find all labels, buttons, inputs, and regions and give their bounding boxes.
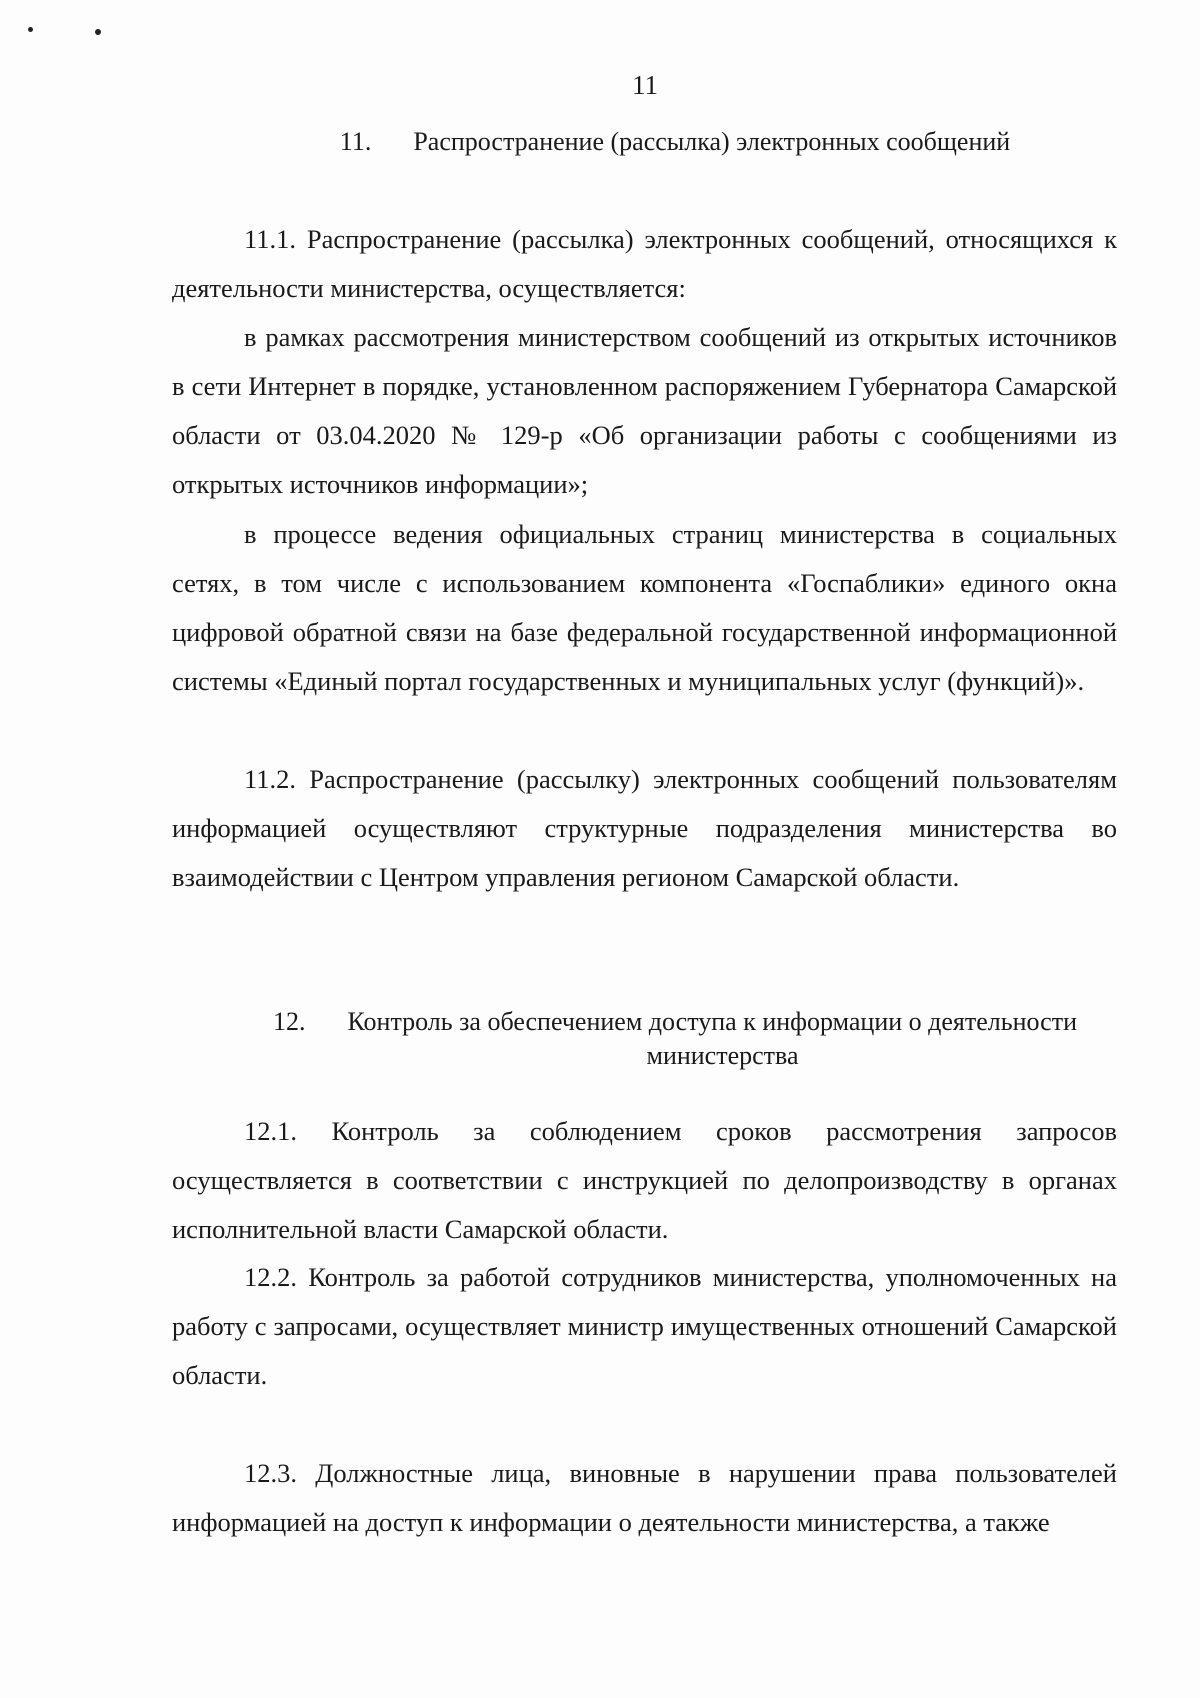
paragraph-11-1-item-b: в процессе ведения официальных страниц министерства в социальных сетях, в том числе с использованием компонента «Госпаблики» единого окна цифровой обратной связи на базе федеральной государственной информационной системы «Единый портал государственных и муниципальных услуг (функций)». [172,519,1117,696]
scan-speck [28,27,33,32]
paragraph-11-2: 11.2. Распространение (рассылку) электронных сообщений пользователям информацией осуществляют структурные подразделения министерства во взаимодействии с Центром управления регионом Самарской области. [172,764,1117,892]
paragraph-11-1: 11.1. Распространение (рассылка) электронных сообщений, относящихся к деятельности министерства, осуществляется: [172,224,1117,303]
paragraph-12-3: 12.3. Должностные лица, виновные в нарушении права пользователей информацией на доступ к информации о деятельности министерства, а также [172,1458,1117,1537]
section-title: Распространение (рассылка) электронных сообщений [413,127,1011,156]
paragraph-12-2: 12.2. Контроль за работой сотрудников министерства, уполномоченных на работу с запросами, осуществляет министр имущественных отношений Самарской области. [172,1262,1117,1390]
paragraph-11-1-item-a: в рамках рассмотрения министерством сообщений из открытых источников в сети Интернет в порядке, установленном распоряжением Губернатора Самарской области от 03.04.2020 № 129-р «Об организации работы с сообщениями из открытых источников информации»; [172,322,1117,499]
page-number: 11 [632,70,658,100]
section-title-line1: Контроль за обеспечением доступа к информации о деятельности [347,1007,1077,1036]
paragraph-12-1: 12.1. Контроль за соблюдением сроков рассмотрения запросов осуществляется в соответствии с инструкцией по делопроизводству в органах исполнительной власти Самарской области. [172,1116,1117,1244]
section-number: 12. [273,1007,306,1036]
section-heading-11 [175,125,1175,159]
section-number: 11. [339,127,372,156]
section-title-line2: министерства [646,1041,799,1070]
scan-speck [95,29,101,35]
section-heading-12 [175,1005,1175,1073]
